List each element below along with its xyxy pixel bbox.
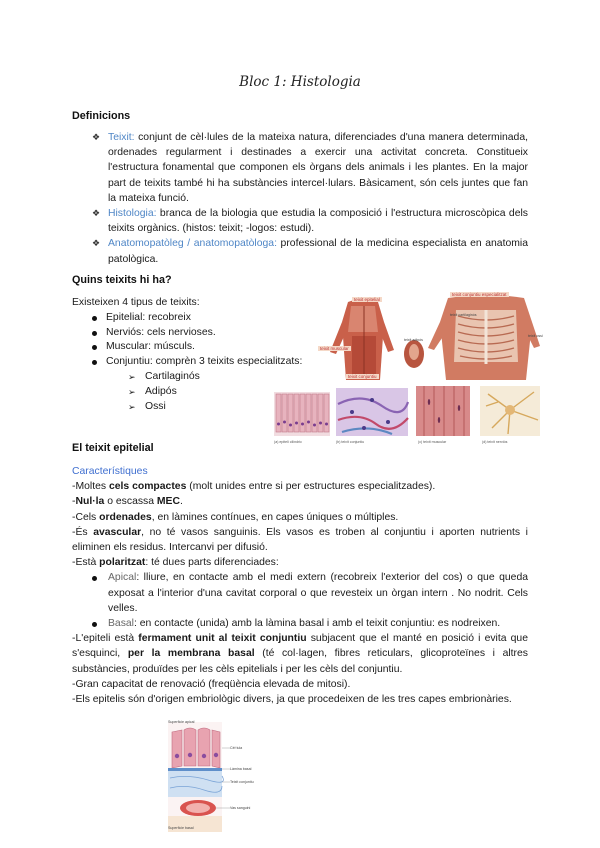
- epithelium-diagram: [168, 722, 268, 832]
- characteristic-line: -Cels ordenades, en làmines contínues, en capes úniques o múltiples.: [72, 511, 399, 523]
- epithelial-heading: El teixit epitelial: [72, 442, 154, 454]
- caption-b: (b) teixit conjuntiu: [336, 440, 365, 444]
- definitions-heading: Definicions: [72, 110, 131, 122]
- polarity-apical: Apical: lliure, en contacte amb el medi extern (recobreix l'exterior del cos) o que queda exposat a l'interior d'una cavitat corporal o que revesteix un òrgan intern . No nodrit. Cels velles.: [72, 570, 528, 616]
- epithelium-illustration: [168, 722, 268, 832]
- bullet-icon: [92, 622, 97, 627]
- characteristic-line: -Està polaritzat: té dues parts diferenciades:: [72, 557, 279, 569]
- caption-a: (a) epiteli cilíndric: [274, 440, 302, 444]
- definition-text: professional de la medicina especialista en anatomia patològica.: [108, 238, 528, 265]
- bullet-icon: [92, 316, 97, 321]
- label-lamina-basal: Làmina basal: [230, 767, 252, 771]
- tissue-micrographs: [272, 384, 544, 448]
- epithelial-subheading: Característiques: [72, 466, 148, 477]
- definition-histologia: [92, 206, 528, 236]
- definitions-list: [92, 130, 528, 267]
- bullet-icon: [92, 331, 97, 336]
- micrograph-panels: [272, 384, 544, 440]
- label-ossi: teixit ossi: [528, 334, 543, 338]
- diamond-bullet-icon: ❖: [92, 132, 101, 142]
- label-muscular: teixit muscular: [320, 346, 349, 351]
- bullet-icon: [92, 576, 97, 581]
- tissues-heading: Quins teixits hi ha?: [72, 274, 172, 286]
- label-superficie-apical: Superficie apical: [168, 720, 195, 724]
- diamond-bullet-icon: ❖: [92, 208, 101, 219]
- characteristic-line: -És avascular, no té vasos sanguinis. Els vasos es troben al conjuntiu i aporten nutrients i eliminen els residus. Intercanvi per difusió.: [72, 526, 528, 554]
- label-conjuntiu: teixit conjuntiu: [348, 374, 377, 379]
- definition-term: Teixit:: [108, 132, 135, 143]
- label-cartilag: teixit cartilaginós: [450, 313, 477, 317]
- label-epitelial: teixit epitelial: [354, 297, 380, 302]
- epithelial-body: [72, 464, 528, 707]
- characteristic-line: -Nul·la o escassa MEC.: [72, 496, 183, 508]
- sub-list-item: ➢ Cartilaginós: [128, 370, 342, 385]
- bullet-icon: [92, 360, 97, 365]
- label-adipos: teixit adipós: [404, 338, 423, 342]
- definition-term: Histologia:: [108, 208, 157, 220]
- caption-c: (c) teixit muscular: [418, 440, 447, 444]
- characteristic-line: -L'epiteli està fermament unit al teixit conjuntiu subjacent que el manté en posició i evita que s'esquinci, per la membrana basal (té col·lagen, fibres reticulars, glicoproteïnes i altres substàncies, produïdes per les cèls epitelials i per les cèls del conjuntiu.: [72, 633, 528, 675]
- arrow-bullet-icon: ➢: [128, 386, 136, 397]
- label-vas-sanguini: Vas sanguini: [230, 806, 251, 810]
- list-item: Conjuntiu: comprèn 3 teixits especialitzats:: [88, 355, 342, 370]
- arrow-bullet-icon: ➢: [128, 401, 136, 412]
- label-teixit-conjuntiu: Teixit conjuntiu: [230, 780, 254, 784]
- label-conjuntiu-especial: teixit conjuntiu especialitzat: [452, 292, 507, 297]
- anatomy-figure: [318, 292, 546, 384]
- sub-list-item: ➢ Adipós: [128, 385, 342, 400]
- diamond-bullet-icon: ❖: [92, 238, 101, 249]
- characteristic-line: -Els epitelis són d'origen embriològic divers, ja que procedeixen de les tres capes embrionàries.: [72, 694, 512, 706]
- torso-illustration: [318, 292, 546, 384]
- definition-anatomopatoleg: [92, 236, 528, 266]
- sub-list-item: ➢ Ossi: [128, 400, 342, 415]
- list-item: Muscular: músculs.: [88, 340, 342, 355]
- page-title: Bloc 1: Histologia: [239, 74, 361, 90]
- list-item: Epitelial: recobreix: [88, 311, 342, 326]
- characteristic-line: -Gran capacitat de renovació (freqüència elevada de mitosi).: [72, 678, 351, 690]
- characteristic-line: -Moltes cels compactes (molt unides entre si per estructures especialitzades).: [72, 481, 436, 493]
- label-superficie-basal: Superficie basal: [168, 826, 194, 830]
- polarity-basal: Basal: en contacte (unida) amb la làmina basal i amb el teixit conjuntiu: es nodreixen.: [72, 616, 528, 631]
- list-item: Nerviós: cels nervioses.: [88, 326, 342, 341]
- definition-term: Anatomopatòleg / anatomopatòloga:: [108, 238, 277, 250]
- label-cellula: Cèl·lula: [230, 746, 243, 750]
- definition-text: conjunt de cèl·lules de la mateixa natura, diferenciades d'una manera determinada, ordenades regularment i destinades a exercir una activitat concreta. Constitueix l'estructura fonamental que componen els òrgans dels animals i les plantes. En la major part de teixits també hi ha substàncies intercel·lulars. Bàsicament, són cels juntes que fan la mateixa funció.: [108, 132, 528, 204]
- caption-d: (d) teixit nerviós: [482, 440, 508, 444]
- definition-text: branca de la biologia que estudia la composició i l'estructura microscòpica dels teixits orgànics. (histos: teixit; -logos: estudi).: [108, 208, 528, 235]
- definition-teixit: [92, 130, 528, 206]
- bullet-icon: [92, 345, 97, 350]
- tissues-intro: Existeixen 4 tipus de teixits:: [72, 297, 200, 308]
- arrow-bullet-icon: ➢: [128, 371, 136, 382]
